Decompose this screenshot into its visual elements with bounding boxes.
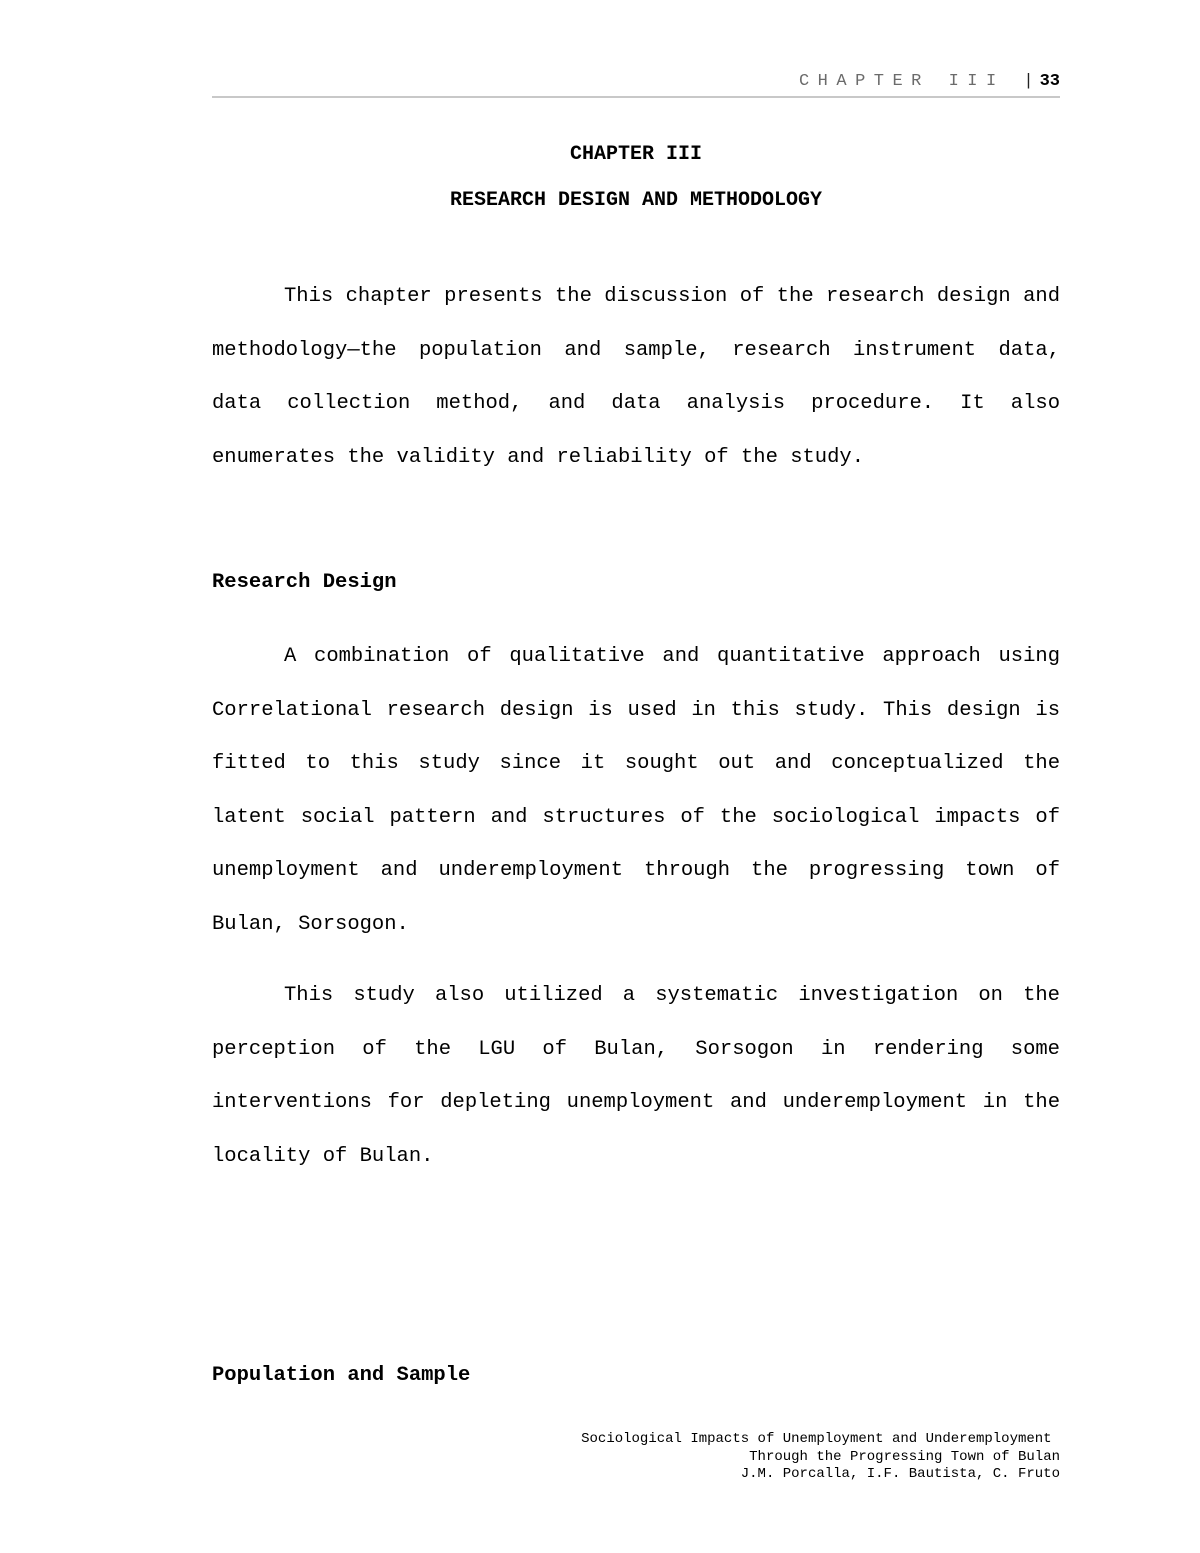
footer-title-line-1: Sociological Impacts of Unemployment and Underemployment — [581, 1431, 1060, 1447]
page-footer — [212, 1431, 1060, 1484]
footer-authors: J.M. Porcalla, I.F. Bautista, C. Fruto — [740, 1466, 1060, 1482]
header-rule — [212, 96, 1060, 98]
running-header — [212, 72, 1060, 91]
research-design-heading: Research Design — [212, 571, 397, 594]
research-design-paragraph-1: A combination of qualitative and quantitative approach using Correlational research design is used in this study. This design is fitted to this study since it sought out and conceptualized the latent social pattern and structures of the sociological impacts of unemployment and underemployment through the progressing town of Bulan, Sorsogon. — [212, 645, 1060, 936]
chapter-title: CHAPTER III — [569, 143, 703, 166]
page-number: 33 — [1039, 72, 1060, 91]
footer-title-line-2: Through the Progressing Town of Bulan — [749, 1448, 1060, 1465]
intro-paragraph: This chapter presents the discussion of the research design and methodology—the population and sample, research instrument data, data collection method, and data analysis procedure. It also enumerates the validity and reliability of the study. — [212, 285, 1060, 469]
running-header-separator: | — [1023, 72, 1034, 91]
chapter-subtitle: RESEARCH DESIGN AND METHODOLOGY — [449, 189, 823, 212]
running-header-label: CHAPTER III — [798, 72, 1005, 91]
research-design-paragraph-2: This study also utilized a systematic investigation on the perception of the LGU of Bulan, Sorsogon in rendering some interventions for depleting unemployment and underemployment in the locality of Bulan. — [212, 984, 1060, 1168]
population-and-sample-heading: Population and Sample — [212, 1364, 471, 1387]
